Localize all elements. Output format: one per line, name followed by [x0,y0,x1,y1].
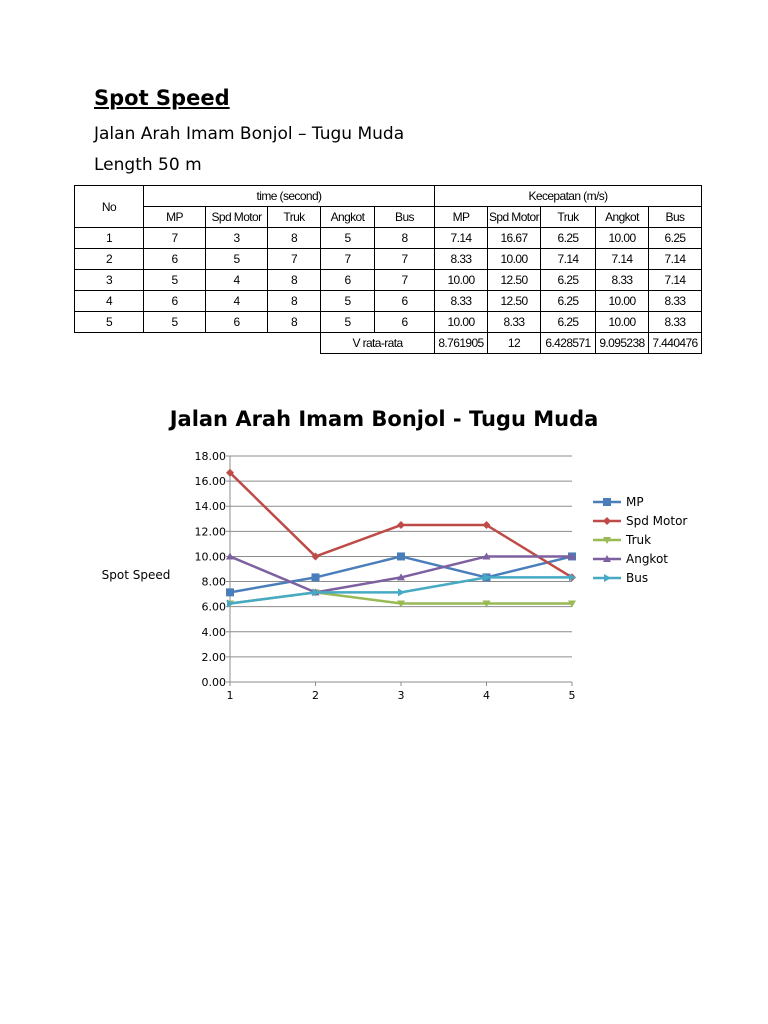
time-cell: 7 [144,228,206,249]
x-tick-label: 5 [568,689,576,702]
row-number: 4 [75,291,144,312]
x-axis [227,682,576,702]
x-tick-label: 3 [397,689,405,702]
time-cell: 5 [144,270,206,291]
speed-cell: 10.00 [596,291,649,312]
row-number: 3 [75,270,144,291]
speed-cell: 8.33 [435,291,488,312]
document-title: Spot Speed [94,86,230,110]
row-number: 1 [75,228,144,249]
row-number: 5 [75,312,144,333]
spot-speed-line-chart [0,440,768,720]
speed-cell: 8.33 [649,312,702,333]
chart-title: Jalan Arah Imam Bonjol - Tugu Muda [169,407,599,431]
data-point [397,521,405,529]
speed-cell: 10.00 [596,228,649,249]
speed-cell: 7.14 [435,228,488,249]
legend-marker [603,498,611,506]
y-tick-label: 6.00 [201,600,226,614]
time-cell: 6 [144,249,206,270]
table-row [75,270,702,291]
data-point [312,573,320,581]
speed-col-header: Bus [649,207,702,228]
time-cell: 8 [268,270,321,291]
time-cell: 6 [375,291,435,312]
average-row [75,333,702,354]
data-point [397,552,405,560]
blank-cell [75,333,321,354]
speed-cell: 6.25 [541,270,596,291]
time-group-header: time (second) [144,186,435,207]
time-cell: 6 [321,270,375,291]
y-tick-label: 0.00 [201,676,226,689]
speed-cell: 7.14 [649,270,702,291]
y-tick-label: 18.00 [194,450,226,463]
speed-col-header: Truk [541,207,596,228]
time-cell: 3 [206,228,268,249]
legend-label: Angkot [626,552,668,566]
average-cell: 9.095238 [596,333,649,354]
speed-cell: 10.00 [488,249,541,270]
speed-cell: 8.33 [488,312,541,333]
x-tick-label: 2 [312,689,319,702]
time-cell: 7 [375,249,435,270]
speed-col-header: Angkot [596,207,649,228]
y-axis [195,450,231,689]
speed-cell: 6.25 [541,228,596,249]
speed-cell: 7.14 [541,249,596,270]
speed-cell: 10.00 [435,270,488,291]
time-cell: 6 [206,312,268,333]
speed-cell: 8.33 [596,270,649,291]
time-cell: 5 [206,249,268,270]
average-label: V rata-rata [321,333,435,354]
chart-legend [593,495,687,585]
legend-label: MP [626,495,644,509]
time-cell: 7 [321,249,375,270]
speed-col-header: Spd Motor [488,207,541,228]
time-cell: 6 [375,312,435,333]
speed-cell: 6.25 [649,228,702,249]
time-col-header: Angkot [321,207,375,228]
legend-marker [604,574,611,582]
average-cell: 7.440476 [649,333,702,354]
legend-label: Truk [626,533,652,547]
table-row [75,291,702,312]
speed-cell: 7.14 [596,249,649,270]
speed-col-header: MP [435,207,488,228]
speed-cell: 8.33 [435,249,488,270]
speed-cell: 8.33 [649,291,702,312]
y-tick-label: 16.00 [194,475,226,489]
speed-cell: 6.25 [541,312,596,333]
time-cell: 5 [144,312,206,333]
time-cell: 4 [206,291,268,312]
average-cell: 6.428571 [541,333,596,354]
y-tick-label: 8.00 [201,575,226,589]
table-row [75,228,702,249]
y-tick-label: 2.00 [201,650,226,664]
time-col-header: Truk [268,207,321,228]
legend-item [593,514,687,528]
time-col-header: Spd Motor [206,207,268,228]
x-tick-label: 4 [483,689,490,702]
speed-cell: 10.00 [435,312,488,333]
average-cell: 8.761905 [435,333,488,354]
time-cell: 8 [268,291,321,312]
legend-label: Bus [626,571,649,585]
spot-speed-table [74,185,702,354]
series-spd-motor [226,469,576,582]
legend-marker [603,517,611,525]
table-row [75,249,702,270]
document-subtitle: Jalan Arah Imam Bonjol – Tugu Muda [94,124,405,144]
time-col-header: Bus [375,207,435,228]
time-cell: 7 [268,249,321,270]
speed-cell: 12.50 [488,270,541,291]
no-header: No [75,186,144,228]
speed-cell: 12.50 [488,291,541,312]
y-tick-label: 4.00 [201,625,226,639]
time-cell: 5 [321,312,375,333]
time-cell: 8 [268,312,321,333]
legend-item [593,552,668,566]
time-cell: 8 [375,228,435,249]
table-row [75,312,702,333]
chart-series [226,469,576,608]
speed-group-header: Kecepatan (m/s) [435,186,702,207]
speed-cell: 10.00 [596,312,649,333]
legend-item [593,571,648,585]
data-point [226,588,234,596]
time-cell: 5 [321,228,375,249]
y-axis-label: Spot Speed [101,568,171,582]
x-tick-label: 1 [226,689,234,702]
speed-cell: 7.14 [649,249,702,270]
time-cell: 5 [321,291,375,312]
y-tick-label: 10.00 [194,550,226,564]
legend-item [593,495,644,509]
time-cell: 4 [206,270,268,291]
length-label: Length 50 m [94,155,202,175]
y-tick-label: 12.00 [194,525,226,539]
legend-item [593,533,651,547]
y-tick-label: 14.00 [194,500,226,514]
time-cell: 6 [144,291,206,312]
row-number: 2 [75,249,144,270]
time-cell: 7 [375,270,435,291]
time-col-header: MP [144,207,206,228]
speed-cell: 6.25 [541,291,596,312]
speed-cell: 16.67 [488,228,541,249]
legend-label: Spd Motor [626,514,688,528]
data-point [398,588,405,596]
time-cell: 8 [268,228,321,249]
average-cell: 12 [488,333,541,354]
